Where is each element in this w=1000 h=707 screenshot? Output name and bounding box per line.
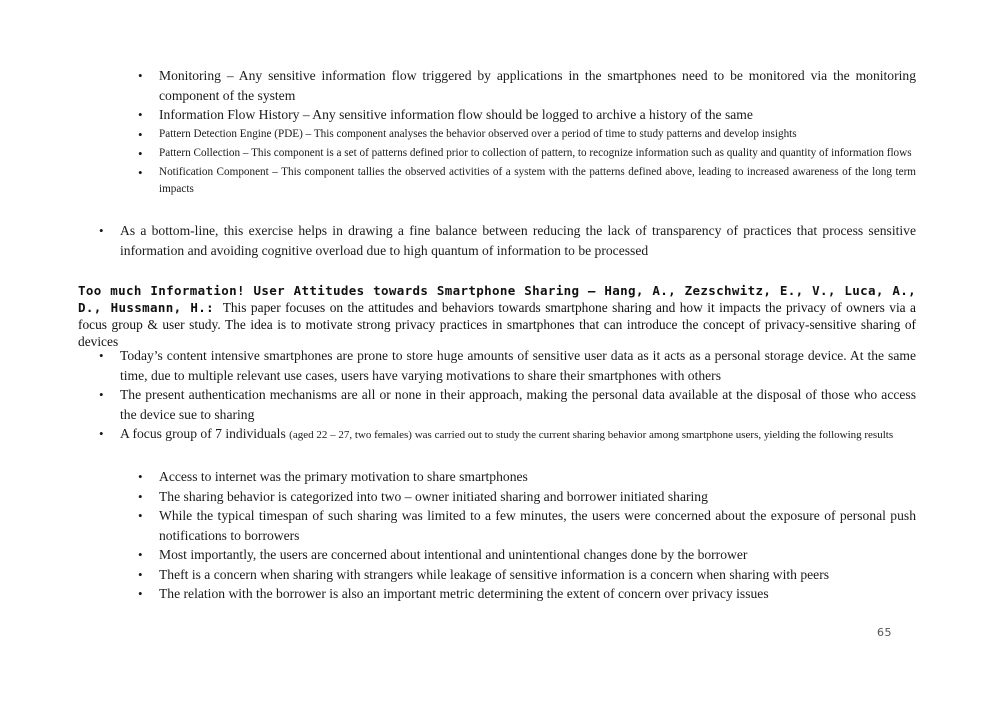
- list-item: [120, 221, 916, 260]
- list-item: [159, 467, 916, 487]
- section-heading: [78, 282, 916, 350]
- list-item-text: The present authentication mechanisms are all or none in their approach, making the personal data available at the disposal of those who access the device sue to sharing: [120, 387, 916, 422]
- results-list: [159, 467, 916, 604]
- list-item: [120, 424, 916, 446]
- bottomline-text: As a bottom-line, this exercise helps in drawing a fine balance between reducing the lack of transparency of practices that process sensitive information and avoiding cognitive overload due to high quantum of information to be processed: [120, 223, 916, 258]
- list-item: [159, 105, 916, 125]
- list-item: [159, 126, 916, 143]
- list-item-text: Theft is a concern when sharing with strangers while leakage of sensitive information is a concern when sharing with peers: [159, 566, 830, 582]
- list-item-text: The relation with the borrower is also an important metric determining the extent of concern over privacy issues: [159, 586, 769, 601]
- section-title: Too much Information! User Attitudes towards Smartphone Sharing – Hang, A., Zezschwitz, E., V., Luca, A., D., Hussmann, H.:: [78, 283, 916, 315]
- list-item: [159, 565, 916, 585]
- list-item: [159, 487, 916, 507]
- list-item: [159, 66, 916, 105]
- list-item: [159, 145, 916, 162]
- list-item: [159, 506, 916, 545]
- list-item-lead: A focus group of 7 individuals: [120, 426, 286, 441]
- page-number: 65: [877, 626, 892, 639]
- list-item-text: Information Flow History – Any sensitive information flow should be logged to archive a history of the same: [159, 107, 753, 122]
- list-item: [159, 584, 916, 604]
- bottomline-list: [120, 221, 916, 260]
- list-item-text: Pattern Collection – This component is a set of patterns defined prior to collection of pattern, to recognize information such as quality and quantity of information flows: [159, 146, 912, 159]
- smartphone-list: [120, 346, 916, 446]
- list-item-text: Pattern Detection Engine (PDE) – This component analyses the behavior observed over a period of time to study patterns and develop insights: [159, 127, 797, 140]
- list-item: [159, 545, 916, 565]
- list-item-text: The sharing behavior is categorized into two – owner initiated sharing and borrower initiated sharing: [159, 488, 708, 504]
- section-body: This paper focuses on the attitudes and behaviors towards smartphone sharing and how it impacts the privacy of owners via a focus group & user study. The idea is to motivate strong privacy practices in smartphones that can introduce the concept of privacy-sensitive sharing of devices: [78, 300, 916, 349]
- list-item-text: Today’s content intensive smartphones are prone to store huge amounts of sensitive user data as it acts as a personal storage device. At the same time, due to multiple relevant use cases, users have varying motivations to share their smartphones with others: [120, 348, 916, 383]
- list-item: [120, 346, 916, 385]
- list-item: [120, 385, 916, 424]
- list-item-rest: (aged 22 – 27, two females) was carried out to study the current sharing behavior among smartphone users, yielding the following results: [289, 429, 894, 441]
- list-item-text: Most importantly, the users are concerned about intentional and unintentional changes done by the borrower: [159, 547, 748, 562]
- component-list: [159, 66, 916, 198]
- list-item-text: Access to internet was the primary motivation to share smartphones: [159, 469, 528, 484]
- list-item-text: Monitoring – Any sensitive information flow triggered by applications in the smartphones need to be monitored via the monitoring component of the system: [159, 68, 916, 103]
- list-item-text: While the typical timespan of such sharing was limited to a few minutes, the users were concerned about the exposure of personal push notifications to borrowers: [159, 508, 916, 543]
- list-item-text: Notification Component – This component tallies the observed activities of a system with the patterns defined above, leading to increased awareness of the long term impacts: [159, 165, 916, 195]
- list-item: [159, 164, 916, 198]
